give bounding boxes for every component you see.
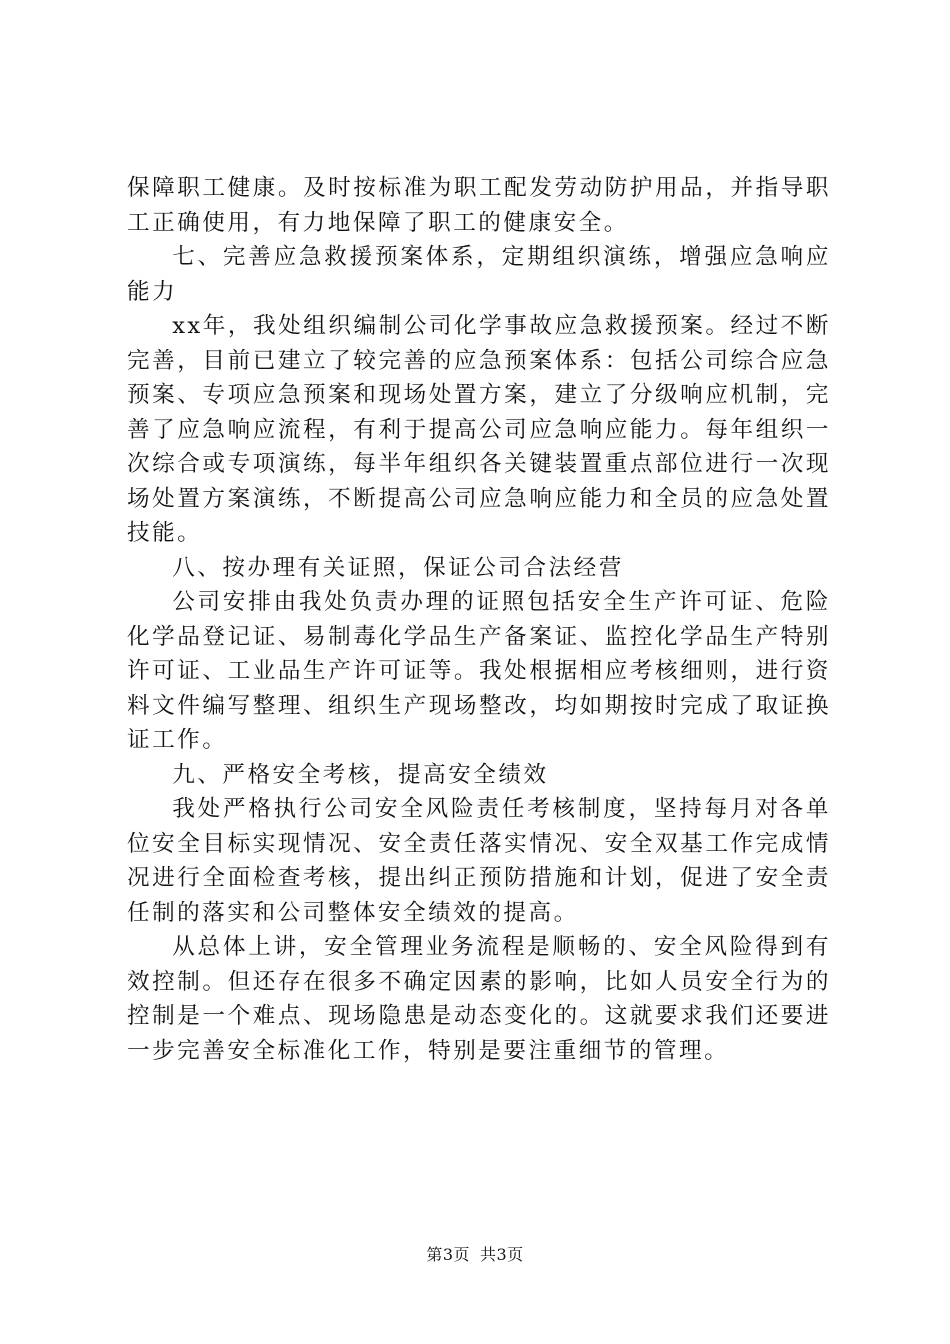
page-footer: [0, 1242, 950, 1265]
page-total: 共3页: [480, 1245, 524, 1264]
paragraph-licenses: 公司安排由我处负责办理的证照包括安全生产许可证、危险化学品登记证、易制毒化学品生产备案证、监控化学品生产特别许可证、工业品生产许可证等。我处根据相应考核细则，进行资料文件编写整理、组织生产现场整改，均如期按时完成了取证换证工作。: [127, 589, 831, 753]
paragraph-safety-assessment: 我处严格执行公司安全风险责任考核制度，坚持每月对各单位安全目标实现情况、安全责任落实情况、安全双基工作完成情况进行全面检查考核，提出纠正预防措施和计划，促进了安全责任制的落实和公司整体安全绩效的提高。: [127, 796, 831, 926]
document-body: [127, 171, 831, 1068]
paragraph-summary: 从总体上讲，安全管理业务流程是顺畅的、安全风险得到有效控制。但还存在很多不确定因素的影响，比如人员安全行为的控制是一个难点、现场隐患是动态变化的。这就要求我们还要进一步完善安全标准化工作，特别是要注重细节的管理。: [127, 934, 831, 1064]
heading-section-9: 九、严格安全考核，提高安全绩效: [172, 761, 549, 788]
paragraph-continuation: 保障职工健康。及时按标准为职工配发劳动防护用品，并指导职工正确使用，有力地保障了职工的健康安全。: [127, 175, 831, 236]
heading-section-7: 七、完善应急救援预案体系，定期组织演练，增强应急响应能力: [127, 244, 831, 305]
paragraph-emergency-plan: xx年，我处组织编制公司化学事故应急救援预案。经过不断完善，目前已建立了较完善的应急预案体系：包括公司综合应急预案、专项应急预案和现场处置方案，建立了分级响应机制，完善了应急响应流程，有利于提高公司应急响应能力。每年组织一次综合或专项演练，每半年组织各关键装置重点部位进行一次现场处置方案演练，不断提高公司应急响应能力和全员的应急处置技能。: [127, 313, 831, 546]
page-number: 第3页: [426, 1245, 470, 1264]
heading-section-8: 八、按办理有关证照，保证公司合法经营: [172, 554, 624, 581]
